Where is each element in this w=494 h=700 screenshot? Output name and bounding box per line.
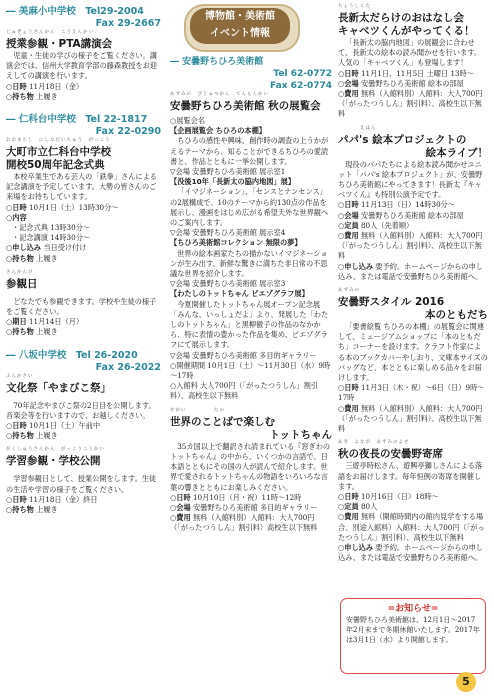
section-title: 安曇野ちひろ美術館 秋の展覧会	[170, 100, 321, 112]
event-date: ○日時 10月1日（土）13時30分～	[6, 202, 119, 212]
school-fax-nishinadai: Fax 22-0290	[95, 126, 161, 138]
school-fax-misasa: Fax 29-2667	[95, 18, 161, 29]
ruby: ちょうしんた	[338, 4, 371, 9]
school-name-nishinadai: ― 仁科台中学校 Tel 22-1817	[6, 114, 148, 126]
event-capacity: ○定員 80人	[338, 502, 378, 512]
section-body: 児童・生徒の学びの様子をご覧ください。講演会では、信州大学教育学部の藤森教授をお迎えしての講演を行います。	[6, 51, 157, 81]
section-body: 70年記念やまびこ祭の2日目を公開します。音楽会等を行いますので、お越しください。	[6, 400, 156, 420]
event-bring: ○持ち物 上履き	[6, 253, 58, 263]
section-title: 安曇野スタイル 2016	[338, 296, 445, 309]
exhibition-details	[170, 116, 332, 402]
ruby: さんかんび	[6, 269, 34, 275]
section-subtitle: 開校50周年記念式典	[6, 159, 105, 172]
section-body: 「要書絵覧 ちひろの本棚」の展覧会に関連して、ミュージアムショップに「本のともだち」コーナーを設けます。クラフト作家による本のブックカバーやしおり、文庫本サイズのバッグなど、本とともに楽しめる品々をお届けします。	[338, 322, 488, 383]
notice-title: =お知らせ=	[387, 604, 439, 614]
section-title-2: 本のともだち	[425, 309, 488, 322]
event-venue: ○会場 安曇野ちひろ美術館 多目的ギャラリー	[170, 502, 318, 512]
column-center	[170, 0, 332, 534]
event-date: ○期日 11月14日（月）	[6, 317, 84, 327]
event-date: ○日時 11月18日（金）	[6, 81, 84, 91]
event-fee: ○費用 無料（開館時間内の館内見学をする場合、別途入館料）入館料：大人700円（「がったつうしん」割引料）、高校生以下無料	[338, 512, 485, 542]
event-content-item: ・記念講演 14時30分～	[12, 233, 91, 243]
ruby: あき よなが あずみのよせ	[338, 440, 410, 446]
ruby: せかい たの	[170, 407, 225, 413]
section-body: 35カ国以上で翻訳され読まれている『窓ぎわのトットちゃん』の中から、いくつかの言語で、日本語とともにその国の人が読んで紹介します。世界で愛されるトットちゃんの物語をいろいろな言葉の響きとともにお楽しみください。	[170, 441, 331, 492]
ruby: おおまちし にしなだいちゅう がっこう	[6, 138, 111, 144]
exhibit-title: 【ちひろ美術館コレクション 無限の夢】	[170, 238, 302, 248]
section-body: 現役のパパたちによる絵本読み聞かせユニット「パパ's 絵本プロジェクト」が、安曇野ちひろ美術館にやってきます！長新太『キャベツくん』も特別公演予定です。	[338, 159, 483, 200]
detail-line: ▽会場 安曇野ちひろ美術館 展示室3	[170, 279, 286, 289]
section-title: パパ's 絵本プロジェクトの	[338, 133, 467, 146]
event-bring: ○持ち物 上履き	[6, 327, 58, 337]
school-name-yasaka: ― 八坂中学校 Tel 26-2020	[6, 349, 138, 361]
section-body: 本校卒業生である芸人の「鉄拳」さんによる記念講演を予定しています。大勢の皆さんのご来場をお待ちしています。	[6, 172, 157, 202]
section-title: 学習参観・学校公開	[6, 455, 101, 468]
event-bring: ○持ち物 上履き	[6, 91, 58, 101]
section-title: 文化祭「やまびこ祭」	[6, 381, 111, 394]
event-bring: ○持ち物 上履き	[6, 505, 58, 515]
section-title: 参観日	[6, 277, 38, 290]
event-fee: ○費用 無料（入館料別）入館料：大人700円（「がったつうしん」割引料）高校生以下無料	[170, 513, 318, 533]
column-right	[338, 0, 488, 563]
event-capacity: ○定員 80人（先着順）	[338, 220, 414, 230]
section-body: 「長新太の脇内地図」の展観会に合わせて、長新太の絵本の読み聞かせを行います。人気の「キャベツくん」も登場します！	[338, 38, 482, 68]
event-venue: ○会場 安曇野ちひろ美術館 絵本の部屋	[338, 210, 464, 220]
museum-tel: Tel 62-0772	[273, 69, 332, 79]
notice-box	[340, 598, 486, 674]
event-date: ○日時 11月3日（木・祝）～6日（日）9時～17時	[338, 383, 485, 403]
event-date: ○日時 10月10日（月・祝）11時～12時	[170, 492, 302, 502]
event-apply: ○申し込み 当日受け付け	[6, 243, 87, 253]
event-date: ○日時 11月18日（金）終日	[6, 494, 98, 504]
detail-line: ▽会場 安曇野ちひろ美術館 多目的ギャラリー	[170, 350, 317, 360]
event-fee: ○費用 無料（入館料別）入館料：大人700円（「がったつうしん」割引料）、高校生以下無料	[338, 403, 483, 434]
ruby: あずみの びじゅつかん てんらんかい	[170, 92, 269, 97]
ruby: じゅぎょうさんかん こうえんかい	[6, 30, 94, 35]
museum-name: ― 安曇野ちひろ美術館	[170, 57, 264, 67]
section-title: 授業参観・PTA講演会	[6, 38, 113, 50]
section-title: 大町市立仁科台中学校	[6, 146, 111, 159]
ruby: がくしゅうさんかん がっこうこうかい	[6, 447, 105, 453]
event-apply: ○申し込み 要予約。ホームページからの申し込み、または電話で安曇野ちひろ美術館へ。	[338, 261, 483, 281]
section-title: 世界のことばで楽しむ	[170, 415, 275, 428]
page-number: 5	[456, 672, 476, 692]
section-title-2: 絵本ライブ！	[425, 146, 488, 159]
event-date: ○日時 11月13日（日）14時30分～	[338, 200, 456, 210]
event-content-item: ・記念式典 13時30分～	[12, 223, 91, 233]
exhibit-title: 【没後10年「長新太の脇内地図」展】	[170, 177, 296, 187]
section-body: 三遊亭時松さん、遊興亭獅しさんによる落語をお届けします。毎年恒例の寄席を開催します。	[338, 461, 483, 491]
detail-text: 世界の絵本画家たちの描かないイマジネーションが生み出す、新鮮な驚きに満ちた非日常の不思議な世界を紹介します。	[170, 248, 328, 279]
event-date: ○日時 10月16日（日）18時～	[338, 491, 439, 501]
detail-line: ○展覧会名	[170, 116, 206, 125]
detail-line: ▽会場 安曇野ちひろ美術館 展示室4	[170, 228, 286, 238]
event-venue: ○会場 安曇野ちひろ美術館 絵本の部屋	[338, 78, 464, 88]
event-info-badge	[184, 4, 296, 54]
detail-text: ちひろの感性や興味、創作時の調査の上うかがえるテーマから、知ることができるちひろの愛読書と、作品とともに一挙公開します。	[170, 136, 329, 166]
section-title: 秋の夜長の安曇野寄席	[338, 448, 443, 461]
section-title: 長新太だらけのおはなし会	[338, 12, 464, 24]
ruby: あずみの	[338, 288, 360, 294]
detail-line: ○開催期間 10月1日（土）～11月30日（水）9時～17時	[170, 360, 331, 381]
museum-fax: Fax 62-0774	[270, 81, 332, 91]
detail-line: ▽会場 安曇野ちひろ美術館 展示室1	[170, 167, 286, 177]
event-bring: ○持ち物 上履き	[6, 431, 58, 441]
ruby: ぶんかさい	[6, 373, 34, 379]
section-title-2: トットちゃん	[269, 428, 332, 441]
notice-body: 安曇野ちひろ美術館は、12月1日～2017年2月末まで冬期休館いたします。2017年は3月1日（水）より開館します。	[346, 616, 480, 644]
exhibit-title: 【わたしのトットちゃん ピエゾグラフ展】	[170, 289, 309, 299]
detail-text: 今夏開催したトットちゃん展オープン記念展「みんな、いっしょだよ」より、発展した「わたしのトットちゃん」と黒柳徹子の作品のなかから、特に表情の豊かった作品を集め、ピエゾグラフにて展示します。	[170, 299, 329, 350]
event-date: ○日時 11月1日、11月5日 土曜日 13時～	[338, 68, 474, 78]
school-fax-yasaka: Fax 26-2022	[95, 361, 161, 373]
event-fee: ○費用 無料（入館料別）入館料：大人700円（「がったつうしん」割引料）、高校生以下無料	[338, 231, 483, 261]
exhibit-title: 【企画展覧会 ちひろの本棚】	[170, 126, 266, 136]
detail-text: 「イマジネーション」、「センスとナンセンス」の2展構成で、10のテーマから約130点の作品を展示し、漫画をはじめ広がる希望天外な世界観へのご案内します。	[170, 187, 329, 228]
event-apply: ○申し込み 要予約。ホームページからの申し込み、または電話で安曇野ちひろ美術館へ。	[338, 542, 483, 563]
detail-line: ○入館料 大人700円（「がったつうしん」割引料）、高校生以下無料	[170, 381, 319, 401]
section-body: 学習参観日として、授業公開をします。生徒の生活や学習の様子をご覧ください。	[6, 474, 157, 494]
section-title-2: キャベツくんがやってくる！	[338, 25, 475, 37]
column-left	[6, 0, 161, 515]
event-content: ○内容	[6, 212, 27, 222]
event-fee: ○費用 無料（入館料別）入館料：大人700円（「がったつうしん」割引料）、高校生以下無料	[338, 89, 483, 119]
event-date: ○日時 10月1日（土）午前中	[6, 421, 101, 431]
ruby: えほん	[338, 125, 377, 131]
school-name-misasa: ― 美麻小中学校 Tel29-2004	[6, 6, 144, 17]
badge-label: 博物館・美術館 イベント情報	[190, 8, 290, 44]
section-body: どなたでも参観できます。学校や生徒の様子をご覧ください。	[6, 296, 157, 317]
